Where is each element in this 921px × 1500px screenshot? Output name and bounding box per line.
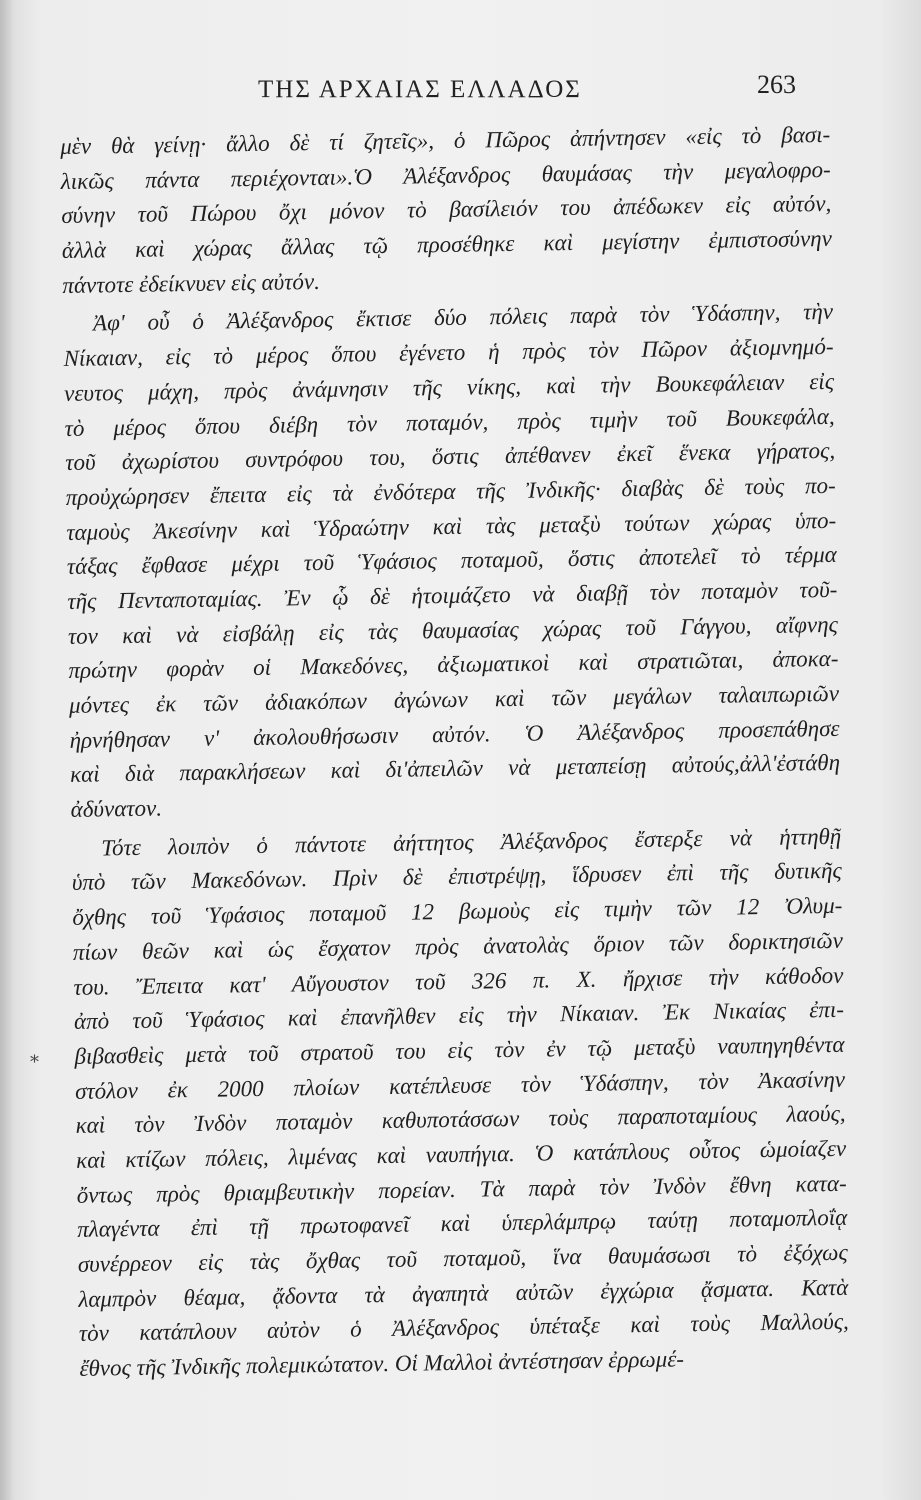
text-line: ἀπὸ τοῦ Ὑφάσιος καὶ ἐπανῆλθεν εἰς τὴν Νίκαιαν. Ἐκ Νικαίας ἐπι- bbox=[73, 996, 845, 1035]
text-line: καὶ κτίζων πόλεις, λιμένας καὶ ναυπήγια. Ὁ κατάπλους οὗτος ὡμοίαζεν bbox=[75, 1135, 847, 1173]
text-line: τῆς Πενταποταμίας. Ἐν ᾧ δὲ ἡτοιμάζετο νὰ διαβῇ τὸν ποταμὸν τοῦ- bbox=[67, 576, 838, 614]
text-line: λικῶς πάντα περιέχονται».Ὁ Ἀλέξανδρος θαυμάσας τὴν μεγαλοφρο- bbox=[60, 156, 831, 194]
running-head bbox=[0, 70, 921, 110]
text-line: πίων θεῶν καὶ ὡς ἔσχατον πρὸς ἀνατολὰς ὅριον τῶν δορικτησιῶν bbox=[72, 927, 844, 965]
text-line: του. Ἔπειτα κατ' Αὔγουστον τοῦ 326 π. Χ. ἤρχισε τὴν κάθοδον bbox=[73, 962, 844, 1000]
gutter-shadow bbox=[0, 0, 14, 1500]
text-line: ἀλλὰ καὶ χώρας ἄλλας τῷ προσέθηκε καὶ μεγίστην ἐμπιστοσύνην bbox=[61, 225, 832, 264]
text-line: πάντοτε ἐδείκνυεν εἰς αὐτόν. bbox=[62, 268, 321, 298]
text-line: ἠρνήθησαν ν' ἀκολουθήσωσιν αὐτόν. Ὁ Ἀλέξανδρος προσεπάθησε bbox=[69, 715, 840, 753]
text-line: τὸ μέρος ὅπου διέβη τὸν ποταμόν, πρὸς τιμὴν τοῦ Βουκεφάλα, bbox=[64, 403, 835, 441]
text-line: πρώτην φορὰν οἱ Μακεδόνες, ἀξιωματικοὶ καὶ στρατιῶται, ἀποκα- bbox=[68, 646, 839, 684]
text-line: ἀδύνατον. bbox=[70, 795, 163, 822]
text-line: τον καὶ νὰ εἰσβάλῃ εἰς τὰς θαυμασίας χώρας τοῦ Γάγγου, αἴφνης bbox=[67, 611, 839, 649]
page-number: 263 bbox=[757, 70, 796, 99]
text-line: Τότε λοιπὸν ὁ πάντοτε ἀήττητος Ἀλέξανδρος ἔστερξε νὰ ἡττηθῇ bbox=[101, 823, 842, 861]
running-title: ΤΗΣ ΑΡΧΑΙΑΣ ΕΛΛΑΔΟΣ bbox=[258, 76, 582, 103]
text-line: Ἀφ' οὗ ὁ Ἀλέξανδρος ἔκτισε δύο πόλεις παρὰ τὸν Ὑδάσπην, τὴν bbox=[92, 299, 834, 336]
text-line: ὑπὸ τῶν Μακεδόνων. Πρὶν δὲ ἐπιστρέψῃ, ἵδρυσεν ἐπὶ τῆς δυτικῆς bbox=[71, 858, 842, 896]
text-line: τοῦ ἀχωρίστου συντρόφου του, ὅστις ἀπέθανεν ἐκεῖ ἕνεκα γήρατος, bbox=[65, 438, 836, 476]
text-line: ταμοὺς Ἀκεσίνην καὶ Ὑδραώτην καὶ τὰς μεταξὺ τούτων χώρας ὑπο- bbox=[66, 507, 837, 545]
text-line: προὐχώρησεν ἔπειτα εἰς τὰ ἐνδότερα τῆς Ἰνδικῆς· διαβὰς δὲ τοὺς πο- bbox=[65, 472, 836, 510]
text-line: ὄντως πρὸς θριαμβευτικὴν πορείαν. Τὰ παρὰ τὸν Ἰνδὸν ἔθνη κατα- bbox=[76, 1170, 847, 1208]
text-line: πλαγέντα ἐπὶ τῇ πρωτοφανεῖ καὶ ὑπερλάμπρῳ ταύτῃ ποταμοπλοΐᾳ bbox=[77, 1205, 848, 1243]
text-line: στόλον ἐκ 2000 πλοίων κατέπλευσε τὸν Ὑδάσπην, τὸν Ἀκασίνην bbox=[74, 1066, 846, 1104]
text-line: καὶ τὸν Ἰνδὸν ποταμὸν καθυποτάσσων τοὺς παραποταμίους λαούς, bbox=[75, 1101, 846, 1139]
margin-mark: * bbox=[30, 1052, 39, 1073]
text-line: μὲν θὰ γείνῃ· ἄλλο δὲ τί ζητεῖς», ὁ Πῶρος ἀπήντησεν «εἰς τὸ βασι- bbox=[60, 121, 831, 159]
text-line: τὸν κατάπλουν αὐτὸν ὁ Ἀλέξανδρος ὑπέταξε καὶ τοὺς Μαλλούς, bbox=[78, 1309, 850, 1347]
text-line: λαμπρὸν θέαμα, ᾄδοντα τὰ ἀγαπητὰ αὐτῶν ἐγχώρια ᾄσματα. Κατὰ bbox=[78, 1274, 849, 1312]
text-line: ὄχθης τοῦ Ὑφάσιος ποταμοῦ 12 βωμοὺς εἰς τιμὴν τῶν 12 Ὀλυμ- bbox=[72, 892, 843, 931]
text-line: νευτος μάχη, πρὸς ἀνάμνησιν τῆς νίκης, καὶ τὴν Βουκεφάλειαν εἰς bbox=[63, 368, 835, 406]
text-line: βιβασθεὶς μετὰ τοῦ στρατοῦ του εἰς τὸν ἐν τῷ μεταξὺ ναυπηγηθέντα bbox=[74, 1031, 845, 1069]
body-text bbox=[60, 118, 850, 1387]
text-line: σύνην τοῦ Πώρου ὄχι μόνον τὸ βασίλειόν του ἀπέδωκεν εἰς αὐτόν, bbox=[61, 191, 832, 229]
text-line: καὶ διὰ παρακλήσεων καὶ δι'ἀπειλῶν νὰ μεταπείσῃ αὐτούς,ἀλλ'ἐστάθη bbox=[69, 750, 841, 788]
text-line: ἔθνος τῆς Ἰνδικῆς πολεμικώτατον. Οἱ Μαλλοὶ ἀντέστησαν ἐρρωμέ- bbox=[79, 1346, 685, 1381]
text-line: συνέρρεον εἰς τὰς ὄχθας τοῦ ποταμοῦ, ἵνα θαυμάσωσι τὸ ἐξόχως bbox=[77, 1239, 848, 1277]
text-line: τάξας ἔφθασε μέχρι τοῦ Ὑφάσιος ποταμοῦ, ὅστις ἀποτελεῖ τὸ τέρμα bbox=[66, 542, 837, 580]
text-line: Νίκαιαν, εἰς τὸ μέρος ὅπου ἐγένετο ἡ πρὸς τὸν Πῶρον ἀξιομνημό- bbox=[63, 334, 834, 372]
text-line: μόντες ἐκ τῶν ἀδιακόπων ἀγώνων καὶ τῶν μεγάλων ταλαιπωριῶν bbox=[68, 680, 840, 718]
